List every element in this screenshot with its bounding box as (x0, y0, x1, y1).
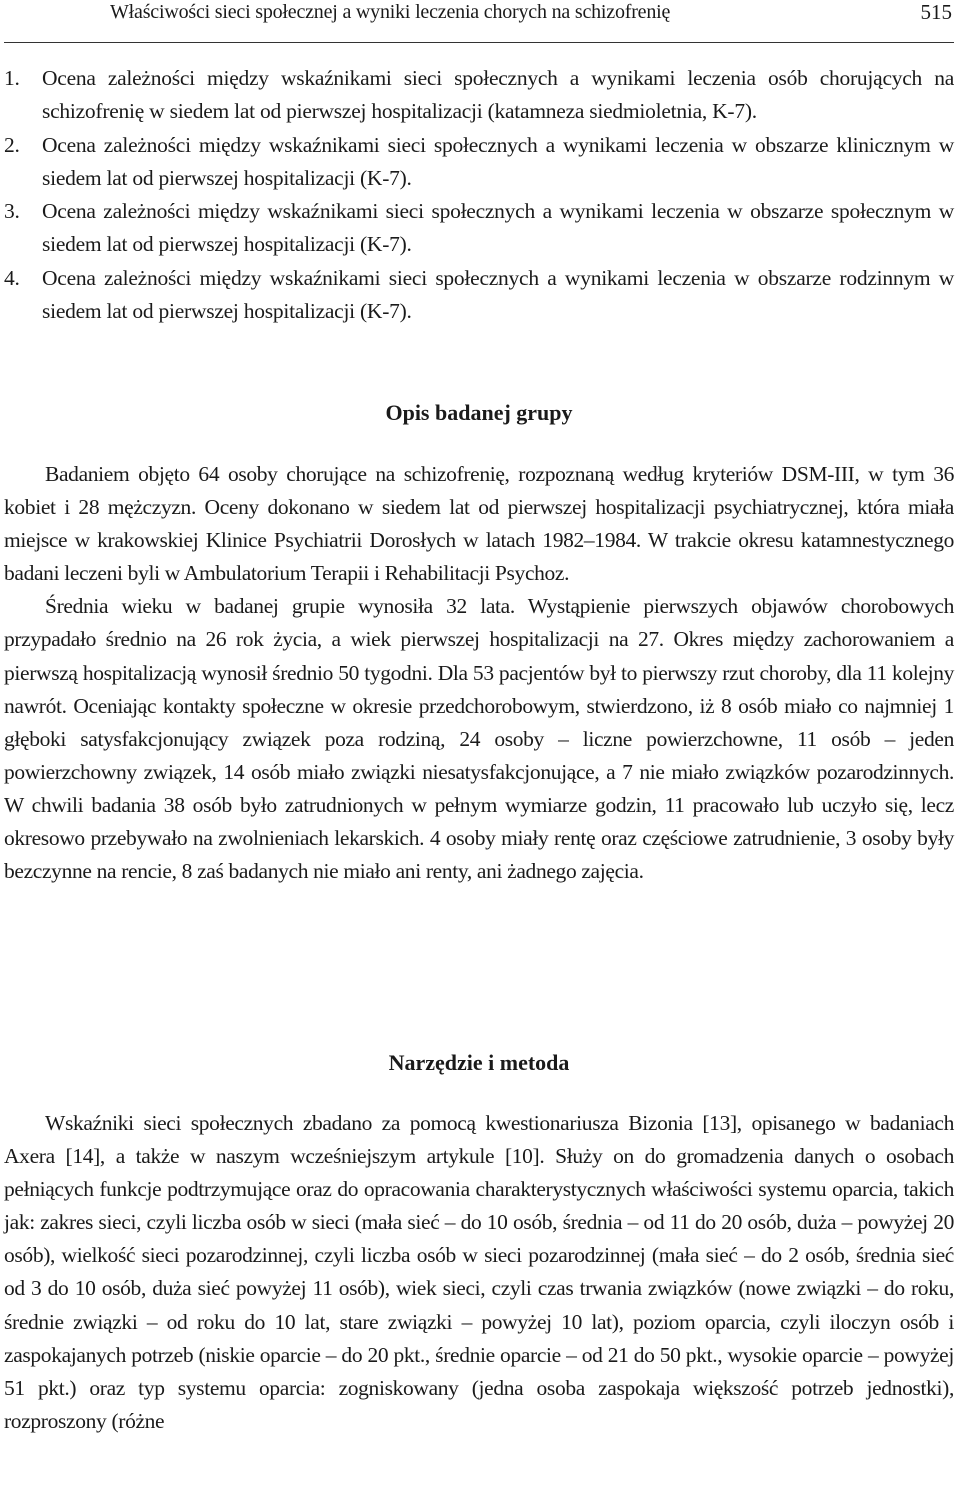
aim-item (4, 62, 954, 129)
page-number: 515 (920, 0, 952, 24)
aim-number: 3. (4, 199, 20, 224)
section-body-method (4, 1107, 954, 1438)
aim-item (4, 195, 954, 262)
section-heading-group: Opis badanej grupy (385, 400, 573, 425)
paragraph: Wskaźniki sieci społecznych zbadano za pomocą kwestionariusza Bizonia [13], opisanego w badaniach Axera [14], a także w naszym wcześniejszym artykule [10]. Służy on do gromadzenia danych o osobach pełniących funkcje podtrzymujące oraz do opracowania charakterystycznych właściwości systemu oparcia, takich jak: zakres sieci, czyli liczba osób w sieci (mała sieć – do 10 osób, średnia – od 11 do 20 osób, duża – powyżej 20 osób), wielkość sieci pozarodzinnej, czyli liczba osób w sieci pozarodzinnej (mała sieć – do 2 osób, średnia sieć od 3 do 10 osób, duża sieć powyżej 11 osób), wiek sieci, czyli czas trwania związków (nowe związki – do roku, średnie związki – od roku do 10 lat, stare związki – powyżej 10 lat), poziom oparcia, czyli iloczyn osób i zaspokajanych potrzeb (niskie oparcie – do 20 pkt., średnie oparcie – od 21 do 50 pkt., wysokie oparcie – powyżej 51 pkt.) oraz typ systemu oparcia: zogniskowany (jedna osoba zaspokaja większość potrzeb jednostki), rozproszony (różne (4, 1111, 954, 1433)
aim-number: 4. (4, 265, 20, 290)
aim-text: Ocena zależności między wskaźnikami sieci społecznych a wynikami leczenia w obszarze społecznym w siedem lat od pierwszej hospitalizacji (K-7). (42, 199, 954, 257)
running-title: Właściwości sieci społecznej a wyniki leczenia chorych na schizofrenię (110, 1, 671, 23)
document-page (4, 0, 954, 1501)
aim-item (4, 262, 954, 329)
aim-item (4, 129, 954, 196)
paragraph: Średnia wieku w badanej grupie wynosiła 32 lata. Wystąpienie pierwszych objawów chorobowych przypadało średnio na 26 rok życia, a wiek pierwszej hospitalizacji na 27. Okres między zachorowaniem a pierwszą hospitalizacją wynosił średnio 50 tygodni. Dla 53 pacjentów był to pierwszy rzut choroby, dla 11 kolejny nawrót. Oceniając kontakty społeczne w okresie przedchorobowym, stwierdzono, iż 8 osób miało co najmniej 1 głęboki satysfakcjonujący związek poza rodziną, 24 osoby – liczne powierzchowne, 11 osób – jeden powierzchowny związek, 14 osób miało związki niesatysfakcjonujące, a 7 nie miało związków pozarodzinnych. W chwili badania 38 osób było zatrudnionych w pełnym wymiarze godzin, 11 pracowało lub uczyło się, lecz okresowo przebywało na zwolnieniach lekarskich. 4 osoby miały rentę oraz częściowe zatrudnienie, 3 osoby były bezczynne na rencie, 8 zaś badanych nie miało ani renty, ani żadnego zajęcia. (4, 594, 954, 884)
running-header (4, 0, 954, 43)
aims-list (4, 62, 954, 328)
aim-number: 1. (4, 66, 20, 90)
aim-text: Ocena zależności między wskaźnikami sieci społecznych a wynikami leczenia w obszarze rodzinnym w siedem lat od pierwszej hospitalizacji (K-7). (42, 265, 954, 324)
aim-number: 2. (4, 132, 20, 157)
section-body-group (4, 458, 954, 888)
section-heading-method: Narzędzie i metoda (388, 1050, 570, 1075)
aim-text: Ocena zależności między wskaźnikami sieci społecznych a wynikami leczenia w obszarze klinicznym w siedem lat od pierwszej hospitalizacji (K-7). (42, 132, 954, 190)
aim-text: Ocena zależności między wskaźnikami sieci społecznych a wynikami leczenia osób chorujących na schizofrenię w siedem lat od pierwszej hospitalizacji (katamneza siedmioletnia, K-7). (42, 66, 954, 124)
paragraph: Badaniem objęto 64 osoby chorujące na schizofrenię, rozpoznaną według kryteriów DSM-III, w tym 36 kobiet i 28 mężczyzn. Oceny dokonano w siedem lat od pierwszej hospitalizacji psychiatrycznej, która miała miejsce w krakowskiej Klinice Psychiatrii Dorosłych w latach 1982–1984. W trakcie okresu katamnestycznego badani leczeni byli w Ambulatorium Terapii i Rehabilitacji Psychoz. (4, 462, 954, 586)
